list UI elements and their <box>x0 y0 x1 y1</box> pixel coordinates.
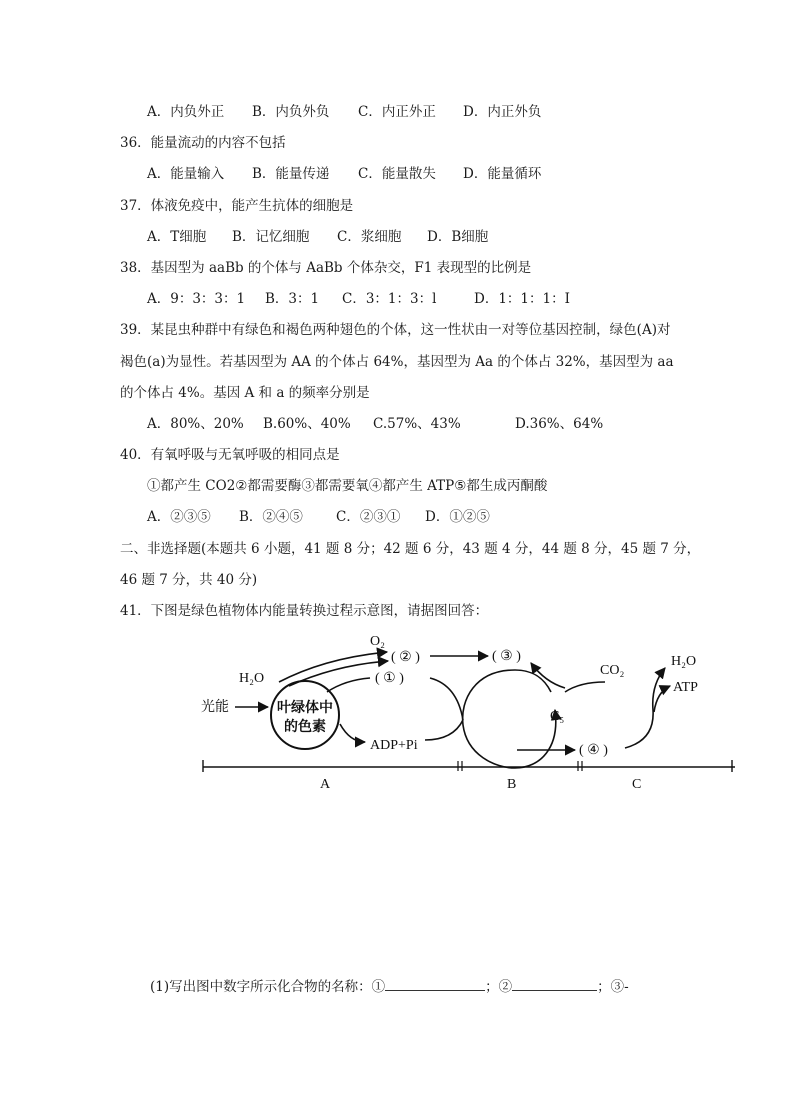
label-4: ( ④ ) <box>579 743 608 758</box>
q36-option-b: B．能量传递 <box>252 166 330 182</box>
h2o-right-label: H₂O <box>671 654 697 669</box>
q39-option-a: A．80%、20% <box>147 416 244 432</box>
q38-stem: 38．基因型为 aaBb 的个体与 AaBb 个体杂交，F1 表现型的比例是 <box>120 260 532 276</box>
atp-label: ATP <box>673 680 698 695</box>
q38-option-a: A．9：3：3：1 <box>147 291 246 307</box>
pigment-label-line2: 的色素 <box>284 720 326 735</box>
q37-option-b: B．记忆细胞 <box>232 229 310 245</box>
section-b-label: B <box>507 777 517 792</box>
q36-option-c: C．能量散失 <box>358 166 436 182</box>
q40-option-c: C．②③① <box>336 509 401 525</box>
q41-stem: 41．下图是绿色植物体内能量转换过程示意图，请据图回答： <box>120 603 489 619</box>
q36-stem: 36．能量流动的内容不包括 <box>120 135 286 151</box>
q35-option-b: B．内负外负 <box>252 104 330 120</box>
label-2: ( ② ) <box>391 650 420 665</box>
q38-options <box>147 290 570 308</box>
q36-option-a: A．能量输入 <box>147 166 225 182</box>
q35-option-d: D．内正外负 <box>463 104 542 120</box>
calvin-cycle-top <box>515 670 551 692</box>
o2-arrow <box>279 652 387 682</box>
q37-option-a: A．T细胞 <box>147 229 207 245</box>
q35-options <box>147 103 541 121</box>
c5-arrow <box>565 682 605 692</box>
co2-label: CO₂ <box>600 663 625 678</box>
adp-arrow <box>340 724 365 742</box>
q37-option-c: C．浆细胞 <box>337 229 402 245</box>
q37-options <box>147 228 488 246</box>
pigment-label-line1: 叶绿体中 <box>277 701 333 716</box>
arrow-to-atp <box>654 686 670 712</box>
q38-option-b: B．3：1 <box>265 291 320 307</box>
q35-option-c: C．内正外正 <box>358 104 436 120</box>
arrow-to-2 <box>289 661 388 686</box>
light-label: 光能 <box>201 700 229 715</box>
section2-heading-line2: 46 题 7 分，共 40 分) <box>120 572 258 588</box>
q38-option-c: C．3：1：3：l <box>342 291 437 307</box>
q40-option-a: A．②③⑤ <box>147 509 211 525</box>
section-c-label: C <box>632 777 642 792</box>
q35-option-a: A．内负外正 <box>147 104 225 120</box>
q37-stem: 37．体液免疫中，能产生抗体的细胞是 <box>120 198 354 214</box>
label-3: ( ③ ) <box>492 649 521 664</box>
q41-sub1-sep2: ；③- <box>597 979 629 995</box>
q41-sub1-prefix: (1)写出图中数字所示化合物的名称：① <box>150 979 386 995</box>
q41-sub1 <box>150 976 629 996</box>
answer-blank-2[interactable] <box>512 976 597 991</box>
q40-option-d: D．①②⑤ <box>425 509 490 525</box>
section-a-label: A <box>320 777 331 792</box>
arc-1-left <box>327 678 370 692</box>
energy-conversion-diagram <box>195 630 735 795</box>
q39-option-d: D.36%、64% <box>515 416 604 432</box>
q36-options <box>147 165 541 183</box>
q36-option-d: D．能量循环 <box>463 166 542 182</box>
q39-option-b: B.60%、40% <box>263 416 351 432</box>
c5-label: C₅ <box>550 709 565 724</box>
h2o-left-label: H₂O <box>239 671 265 686</box>
q39-stem-line2: 褐色(a)为显性。若基因型为 AA 的个体占 64%，基因型为 Aa 的个体占 32%，基因型为 aa <box>120 354 674 370</box>
o2-label: O₂ <box>370 634 385 649</box>
q41-sub1-sep1: ；② <box>485 979 513 995</box>
answer-blank-1[interactable] <box>385 976 485 991</box>
q40-stem: 40．有氧呼吸与无氧呼吸的相同点是 <box>120 447 340 463</box>
q37-option-d: D．B细胞 <box>427 229 489 245</box>
adp-return-arc <box>425 720 463 740</box>
q39-options <box>147 415 603 433</box>
q38-option-d: D．1：1：1：I <box>474 291 570 307</box>
q39-option-c: C.57%、43% <box>373 416 461 432</box>
q40-options <box>147 508 490 526</box>
q39-stem-line1: 39．某昆虫种群中有绿色和褐色两种翅色的个体，这一性状由一对等位基因控制，绿色(A)对 <box>120 322 671 338</box>
adp-label: ADP+Pi <box>370 738 418 753</box>
label-1: ( ① ) <box>375 671 404 686</box>
section2-heading-line1: 二、非选择题(本题共 6 小题，41 题 8 分；42 题 6 分，43 题 4 分，44 题 8 分，45 题 7 分， <box>120 541 701 557</box>
arc-1-right <box>430 678 463 720</box>
arrow-4-to-c <box>625 668 665 748</box>
q40-statements: ①都产生 CO2②都需要酶③都需要氧④都产生 ATP⑤都生成丙酮酸 <box>147 478 548 494</box>
q40-option-b: B．②④⑤ <box>239 509 303 525</box>
q39-stem-line3: 的个体占 4%。基因 A 和 a 的频率分别是 <box>120 385 370 401</box>
calvin-cycle-loop <box>463 670 556 768</box>
